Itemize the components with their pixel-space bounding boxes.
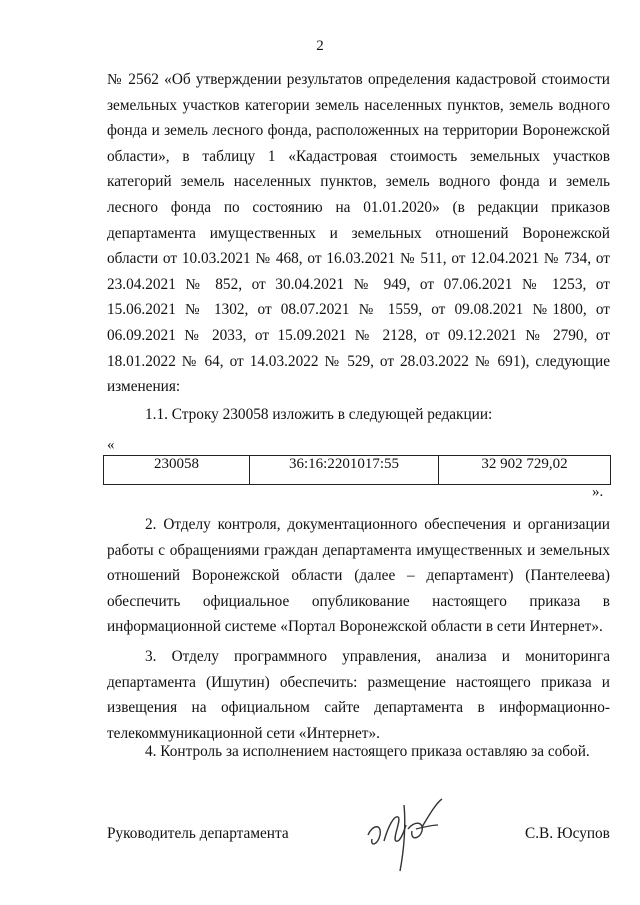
item-1-1: 1.1. Строку 230058 изложить в следующей редакции: [145,406,493,423]
text-line: извещения на официальном сайте департамента в информационно- [107,699,610,717]
intro-paragraph [107,67,610,400]
cell-row-number: 230058 [104,456,250,485]
text-line: области от 10.03.2021 № 468, от 16.03.2021 № 511, от 12.04.2021 № 734, от [107,250,610,268]
section-4: 4. Контроль за исполнением настоящего приказа оставляю за собой. [145,743,590,760]
text-line: 2. Отделу контроля, документационного обеспечения и организации [145,516,610,533]
table-row [104,456,611,485]
quote-close: ». [592,484,604,500]
text-line: телекоммуникационной сети «Интернет». [107,724,380,742]
text-line: 18.01.2022 № 64, от 14.03.2022 № 529, от 28.03.2022 № 691), следующие [107,352,610,370]
signer-title: Руководитель департамента [107,825,289,842]
text-line: 3. Отделу программного управления, анализа и мониторинга [145,648,610,665]
cell-cadastral-value: 32 902 729,02 [439,456,611,485]
text-line: 06.09.2021 № 2033, от 15.09.2021 № 2128, от 09.12.2021 № 2790, от [107,326,610,344]
text-line: земельных участков категории земель населенных пунктов, земель водного [107,96,610,114]
text-line: департамента (Ишутин) обеспечить: размещение настоящего приказа и [107,673,610,691]
text-line: информационной системе «Портал Воронежской области в сети Интернет». [107,618,603,636]
text-line: категорий земель населенных пунктов, земель водного фонда и земель [107,173,610,191]
quote-open: « [107,437,115,453]
text-line: фонда и земель лесного фонда, расположенных на территории Воронежской [107,122,610,140]
text-line: № 2562 «Об утверждении результатов определения кадастровой стоимости [107,71,610,88]
text-line: 23.04.2021 № 852, от 30.04.2021 № 949, от 07.06.2021 № 1253, от [107,275,610,293]
text-line: работы с обращениями граждан департамента имущественных и земельных [107,541,610,559]
text-line: 15.06.2021 № 1302, от 08.07.2021 № 1559, от 09.08.2021 №1800, от [107,301,610,319]
signature-icon [358,795,458,875]
signer-name: С.В. Юсупов [525,825,610,842]
text-line: обеспечить официальное опубликование настоящего приказа в [107,592,610,610]
text-line: области», в таблицу 1 «Кадастровая стоимость земельных участков [107,147,610,165]
text-line: изменения: [107,378,181,396]
section-2 [107,512,610,640]
section-3 [107,644,610,746]
cell-cadastral-number: 36:16:2201017:55 [250,456,439,485]
text-line: департамента имущественных и земельных отношений Воронежской [107,224,610,242]
text-line: отношений Воронежской области (далее – департамент) (Пантелеева) [107,567,610,585]
cadastral-table [103,455,611,485]
text-line: лесного фонда по состоянию на 01.01.2020» (в редакции приказов [107,198,610,216]
page-number: 2 [316,38,324,54]
